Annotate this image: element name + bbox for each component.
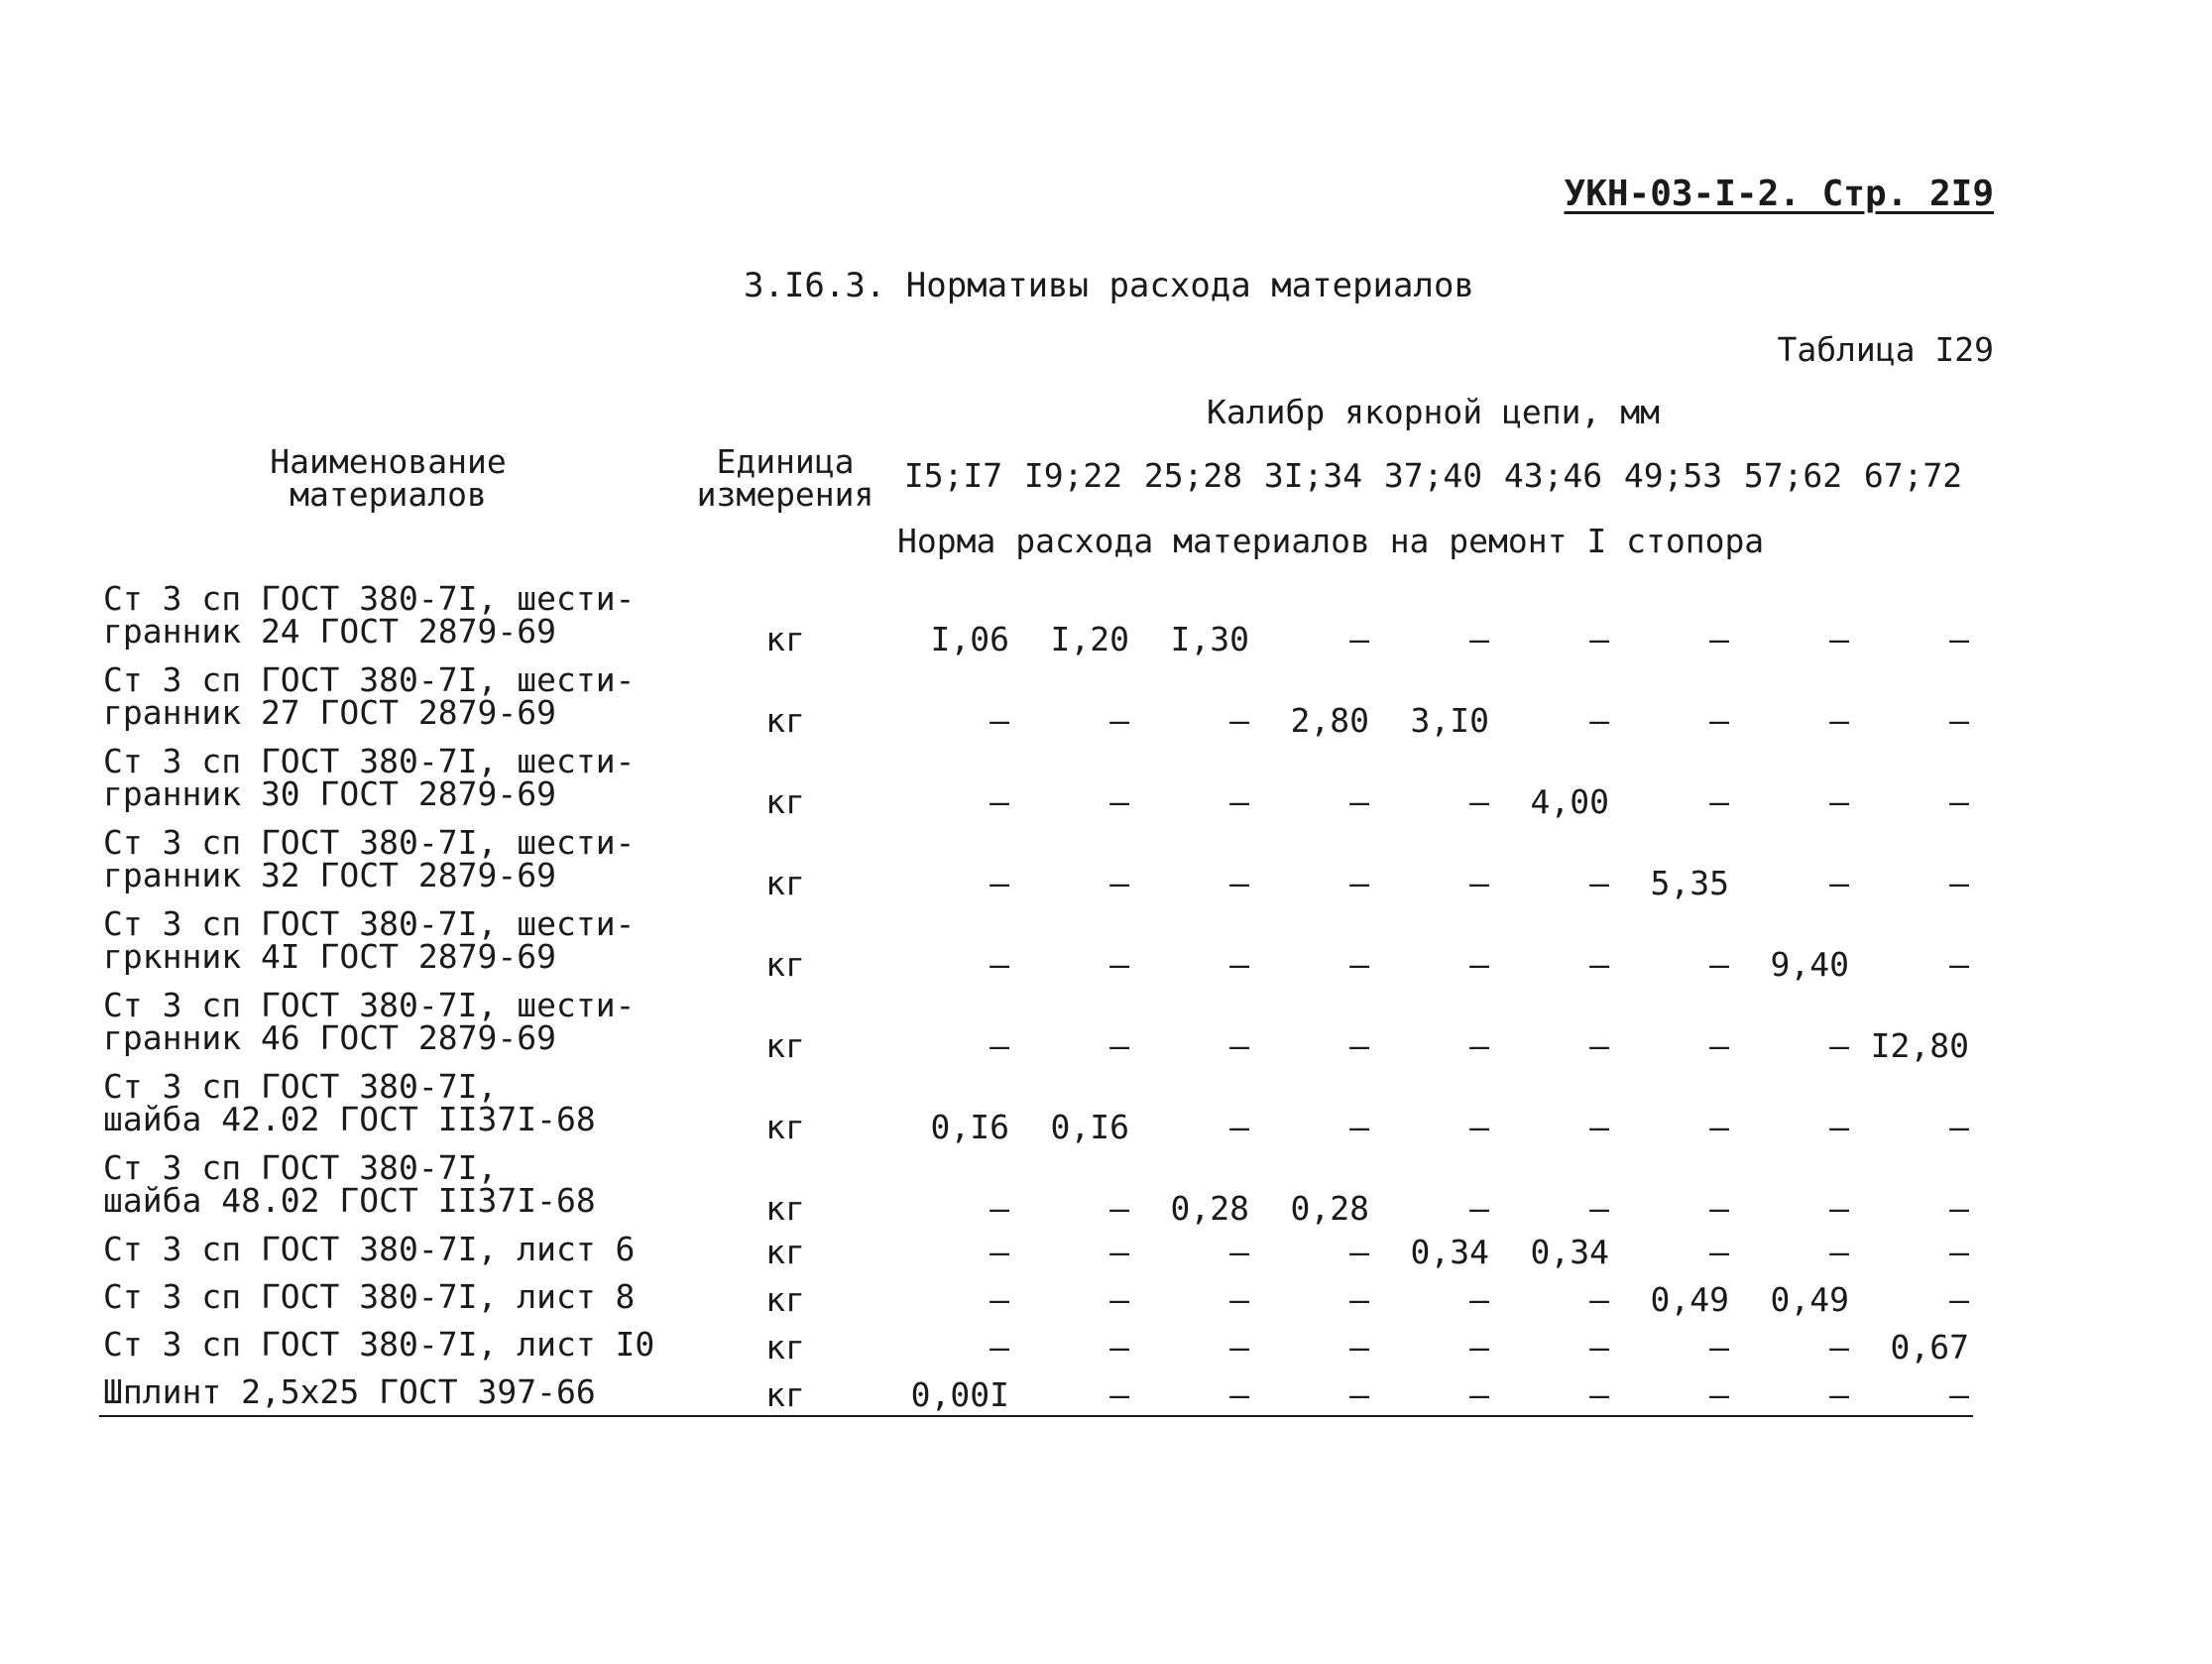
material-name-cell: Ст 3 сп ГОСТ 380-7I, шайба 48.02 ГОСТ II37I-68 xyxy=(103,1148,596,1220)
norm-value-cell: – xyxy=(1133,1367,1253,1416)
caliber-column-header: 57;62 xyxy=(1743,456,1843,496)
norm-value-cell: – xyxy=(1829,701,1849,740)
norm-value-cell: – xyxy=(1589,1026,1609,1065)
table-label: Таблица I29 xyxy=(1777,330,1994,369)
norm-value-cell: – xyxy=(1109,945,1129,984)
norm-value-cell: – xyxy=(1349,620,1369,658)
norm-value-cell: – xyxy=(1589,1280,1609,1319)
norm-value-cell: I,06 xyxy=(930,620,1009,658)
norm-value-cell: – xyxy=(1109,1280,1129,1319)
materials-norms-table xyxy=(99,381,1973,1417)
norm-value-cell: – xyxy=(1709,1026,1729,1065)
norm-value-cell: – xyxy=(1349,945,1369,984)
norm-value-cell: – xyxy=(1469,782,1489,821)
table-row xyxy=(99,1143,1973,1225)
norm-value-cell: – xyxy=(1829,1233,1849,1271)
material-name-cell: Ст 3 сп ГОСТ 380-7I, лист I0 xyxy=(103,1324,655,1364)
norm-value-cell: – xyxy=(1349,1233,1369,1271)
material-name-cell: Ст 3 сп ГОСТ 380-7I, лист 6 xyxy=(103,1229,636,1268)
norm-value-cell: – xyxy=(1109,1328,1129,1367)
table-row xyxy=(99,737,1973,818)
norm-value-cell: – xyxy=(1469,1189,1489,1228)
caliber-column-header: 49;53 xyxy=(1623,456,1723,496)
norm-value-cell: – xyxy=(1109,782,1129,821)
norm-value-cell: – xyxy=(1109,1189,1129,1228)
table-row xyxy=(99,574,1973,655)
norm-value-cell: – xyxy=(1613,1367,1733,1416)
material-name-cell: Ст 3 сп ГОСТ 380-7I, шести- гранник 27 ГОСТ 2879-69 xyxy=(103,660,636,732)
norm-value-cell: – xyxy=(990,1328,1009,1367)
material-name-cell: Ст 3 сп ГОСТ 380-7I, шести- гранник 46 ГОСТ 2879-69 xyxy=(103,986,636,1057)
unit-cell: кг xyxy=(765,782,805,821)
norm-value-cell: – xyxy=(1733,1367,1853,1416)
norm-value-cell: – xyxy=(1373,1367,1493,1416)
norm-value-cell: 0,28 xyxy=(1290,1189,1369,1228)
unit-cell: кг xyxy=(765,620,805,658)
norm-value-cell: 0,34 xyxy=(1410,1233,1489,1271)
norm-value-cell: – xyxy=(1829,1189,1849,1228)
norm-value-cell: – xyxy=(1709,620,1729,658)
norm-value-cell: – xyxy=(1013,1367,1133,1416)
norm-value-cell: – xyxy=(1229,1108,1249,1146)
norm-value-cell: – xyxy=(1589,1108,1609,1146)
norm-value-cell: – xyxy=(1589,864,1609,902)
norm-value-cell: – xyxy=(1709,1108,1729,1146)
norm-value-cell: I,20 xyxy=(1050,620,1129,658)
unit-cell: кг xyxy=(765,1233,805,1271)
norm-value-cell: – xyxy=(1853,1367,1973,1416)
norm-value-cell: – xyxy=(990,864,1009,902)
unit-cell: кг xyxy=(765,1280,805,1319)
norm-value-cell: 2,80 xyxy=(1290,701,1369,740)
material-name-cell: Ст 3 сп ГОСТ 380-7I, шести- гркнник 4I ГОСТ 2879-69 xyxy=(103,904,636,976)
table-row xyxy=(99,1225,1973,1272)
table-row xyxy=(99,818,1973,899)
document-code: УКН-03-I-2. Стр. 2I9 xyxy=(1564,174,1994,214)
norm-value-cell: 0,49 xyxy=(1770,1280,1849,1319)
norm-value-cell: – xyxy=(1709,1328,1729,1367)
norm-value-cell: – xyxy=(1829,1026,1849,1065)
table-row xyxy=(99,899,1973,981)
norm-value-cell: – xyxy=(1949,701,1969,740)
norm-value-cell: – xyxy=(1229,864,1249,902)
norm-value-cell: 9,40 xyxy=(1770,945,1849,984)
norm-value-cell: – xyxy=(1589,1328,1609,1367)
unit-cell: кг xyxy=(765,1026,805,1065)
norm-value-cell: – xyxy=(1949,782,1969,821)
material-name-cell: Шплинт 2,5х25 ГОСТ 397-66 xyxy=(99,1367,677,1416)
unit-cell: кг xyxy=(765,945,805,984)
material-name-cell: Ст 3 сп ГОСТ 380-7I, шести- гранник 24 ГОСТ 2879-69 xyxy=(103,579,636,651)
material-name-cell: Ст 3 сп ГОСТ 380-7I, шести- гранник 30 ГОСТ 2879-69 xyxy=(103,742,636,813)
norm-value-cell: – xyxy=(1709,701,1729,740)
norm-value-cell: 4,00 xyxy=(1530,782,1609,821)
caliber-column-header: I5;I7 xyxy=(903,456,1003,496)
material-name-column-header: Наименование материалов xyxy=(270,441,507,514)
norm-value-cell: – xyxy=(1469,1108,1489,1146)
norm-value-cell: – xyxy=(1469,1280,1489,1319)
norm-value-cell: – xyxy=(1589,620,1609,658)
norm-value-cell: – xyxy=(1829,620,1849,658)
norm-value-cell: – xyxy=(990,1233,1009,1271)
unit-cell: кг xyxy=(765,1328,805,1367)
norm-value-cell: – xyxy=(990,1280,1009,1319)
norm-value-cell: 0,00I xyxy=(893,1367,1013,1416)
table-header xyxy=(99,381,1973,574)
unit-cell: кг xyxy=(765,1189,805,1228)
table-row xyxy=(99,1272,1973,1320)
norm-value-cell: I,30 xyxy=(1170,620,1249,658)
norm-value-cell: 5,35 xyxy=(1650,864,1729,902)
table-row xyxy=(99,655,1973,737)
norm-value-cell: – xyxy=(1349,1026,1369,1065)
norm-value-cell: – xyxy=(1949,1108,1969,1146)
norm-value-cell: – xyxy=(990,1026,1009,1065)
norm-value-cell: – xyxy=(1589,701,1609,740)
norm-value-cell: – xyxy=(1949,864,1969,902)
norm-value-cell: – xyxy=(1709,945,1729,984)
norm-value-cell: – xyxy=(1949,1233,1969,1271)
material-name-cell: Ст 3 сп ГОСТ 380-7I, шайба 42.02 ГОСТ II37I-68 xyxy=(103,1067,596,1138)
caliber-column-header: 37;40 xyxy=(1383,456,1483,496)
norm-value-cell: – xyxy=(1829,782,1849,821)
norm-value-cell: – xyxy=(1229,1328,1249,1367)
norm-value-cell: – xyxy=(1253,1367,1373,1416)
unit-cell: кг xyxy=(765,864,805,902)
norm-value-cell: – xyxy=(1949,620,1969,658)
norm-value-cell: – xyxy=(1829,1328,1849,1367)
norm-value-cell: – xyxy=(1349,1328,1369,1367)
caliber-column-header: 25;28 xyxy=(1143,456,1243,496)
norm-value-cell: 0,34 xyxy=(1530,1233,1609,1271)
norm-value-cell: – xyxy=(990,945,1009,984)
norm-value-cell: – xyxy=(1349,1108,1369,1146)
norm-value-cell: – xyxy=(1709,1189,1729,1228)
unit-cell: кг xyxy=(765,701,805,740)
norm-header: Норма расхода материалов на ремонт I стопора xyxy=(897,522,1765,561)
unit-column-header: Единица измерения xyxy=(696,441,874,514)
norm-value-cell: – xyxy=(1829,1108,1849,1146)
norm-value-cell: 0,67 xyxy=(1890,1328,1969,1367)
caliber-column-header: 43;46 xyxy=(1503,456,1603,496)
material-name-cell: Ст 3 сп ГОСТ 380-7I, шести- гранник 32 ГОСТ 2879-69 xyxy=(103,823,636,894)
norm-value-cell: – xyxy=(1469,945,1489,984)
norm-value-cell: – xyxy=(1229,701,1249,740)
norm-value-cell: – xyxy=(990,701,1009,740)
norm-value-cell: – xyxy=(1109,701,1129,740)
norm-value-cell: 0,I6 xyxy=(1050,1108,1129,1146)
norm-value-cell: I2,80 xyxy=(1870,1026,1969,1065)
norm-value-cell: – xyxy=(1109,1233,1129,1271)
norm-value-cell: – xyxy=(1589,945,1609,984)
table-row xyxy=(99,1320,1973,1367)
caliber-column-header: 3I;34 xyxy=(1263,456,1363,496)
table-row xyxy=(99,1062,1973,1143)
norm-value-cell: – xyxy=(1349,1280,1369,1319)
table-row xyxy=(99,981,1973,1062)
caliber-header: Калибр якорной цепи, мм xyxy=(1207,393,1660,432)
norm-value-cell: – xyxy=(1469,864,1489,902)
norm-value-cell: 3,I0 xyxy=(1410,701,1489,740)
norm-value-cell: – xyxy=(1229,1233,1249,1271)
table-row xyxy=(99,1367,1973,1416)
norm-value-cell: – xyxy=(1469,1328,1489,1367)
norm-value-cell: – xyxy=(1589,1189,1609,1228)
norm-value-cell: – xyxy=(1469,1026,1489,1065)
norm-value-cell: 0,28 xyxy=(1170,1189,1249,1228)
table-body xyxy=(99,574,1973,1416)
norm-value-cell: – xyxy=(1229,1026,1249,1065)
norm-value-cell: – xyxy=(1349,782,1369,821)
norm-value-cell: – xyxy=(1229,782,1249,821)
norm-value-cell: – xyxy=(990,1189,1009,1228)
norm-value-cell: – xyxy=(1493,1367,1613,1416)
norm-value-cell: – xyxy=(1349,864,1369,902)
norm-value-cell: – xyxy=(1709,782,1729,821)
norm-value-cell: 0,I6 xyxy=(930,1108,1009,1146)
norm-value-cell: – xyxy=(1109,1026,1129,1065)
norm-value-cell: – xyxy=(1829,864,1849,902)
norm-value-cell: – xyxy=(1949,1280,1969,1319)
caliber-column-header: I9;22 xyxy=(1023,456,1123,496)
norm-value-cell: – xyxy=(1949,945,1969,984)
norm-value-cell: – xyxy=(1949,1189,1969,1228)
norm-value-cell: 0,49 xyxy=(1650,1280,1729,1319)
unit-cell: кг xyxy=(765,1108,805,1146)
material-name-cell: Ст 3 сп ГОСТ 380-7I, лист 8 xyxy=(103,1276,636,1316)
norm-value-cell: – xyxy=(1469,620,1489,658)
norm-value-cell: – xyxy=(1229,945,1249,984)
unit-cell: кг xyxy=(677,1367,893,1416)
norm-value-cell: – xyxy=(1229,1280,1249,1319)
caliber-column-header: 67;72 xyxy=(1863,456,1963,496)
norm-value-cell: – xyxy=(1109,864,1129,902)
section-title: 3.I6.3. Нормативы расхода материалов xyxy=(744,266,1474,305)
norm-value-cell: – xyxy=(990,782,1009,821)
norm-value-cell: – xyxy=(1709,1233,1729,1271)
